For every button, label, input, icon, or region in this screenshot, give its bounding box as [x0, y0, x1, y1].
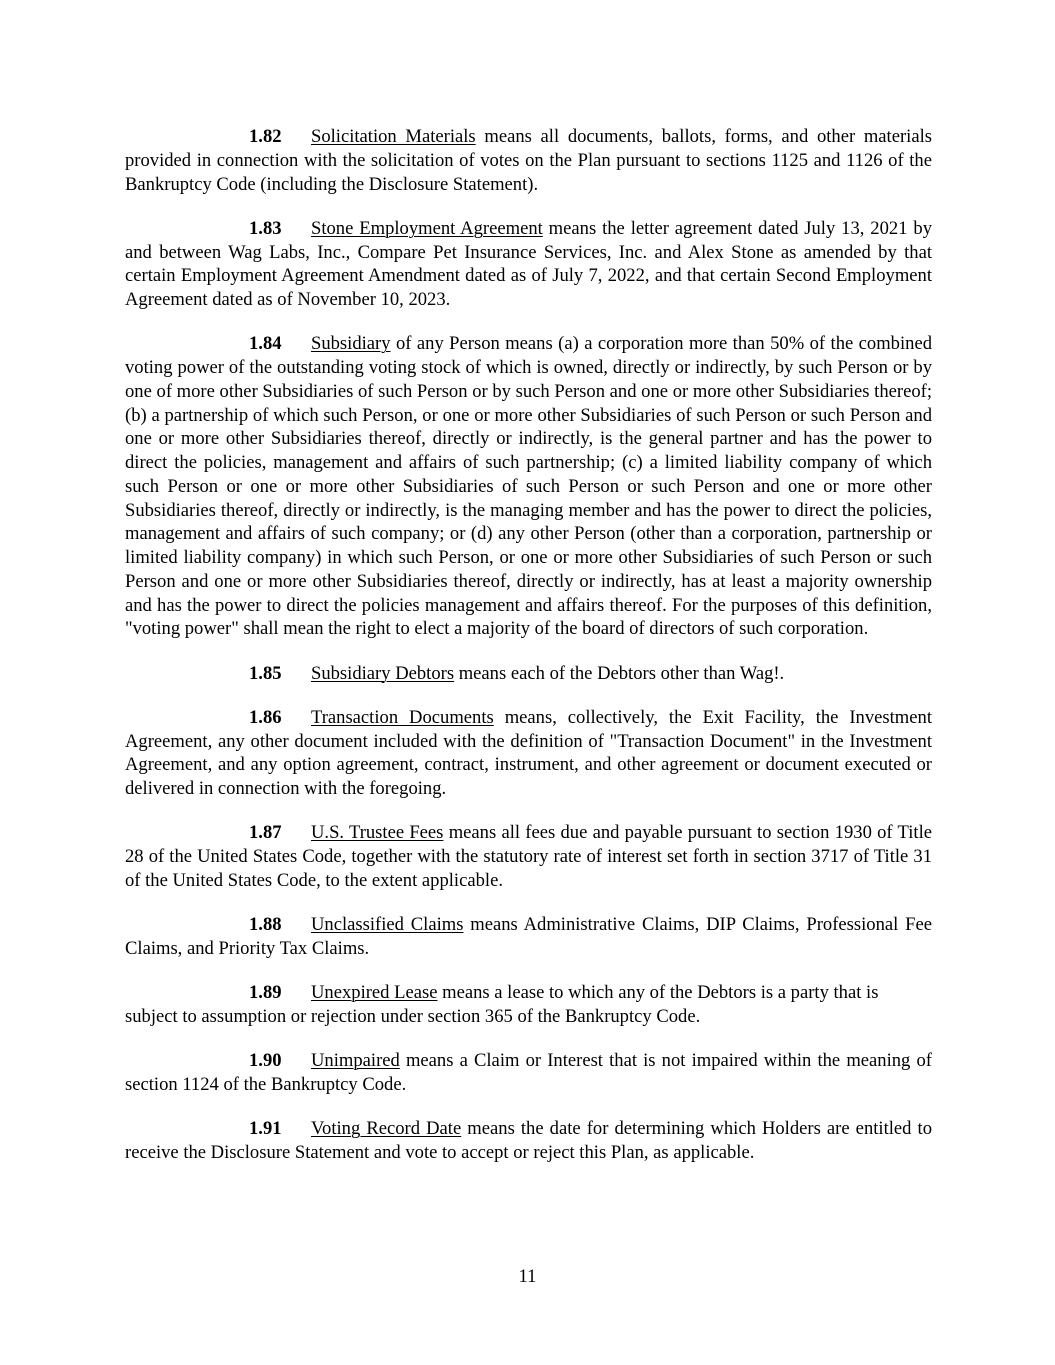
- definition-number: 1.83: [249, 217, 282, 239]
- defined-term: Voting Record Date: [311, 1118, 462, 1139]
- definition-paragraph: [125, 1049, 932, 1097]
- definition-number: 1.84: [249, 333, 282, 355]
- definition-number: 1.86: [249, 706, 282, 728]
- definition-paragraph: [125, 821, 932, 892]
- defined-term: Subsidiary: [311, 333, 391, 355]
- definition-text: means all fees due and payable pursuant to section 1930 of Title 28 of the United States Code, together with the statutory rate of interest set forth in section 3717 of Title 31 of the United States Code, to the extent applicable.: [125, 822, 932, 891]
- definition-number: 1.88: [249, 914, 282, 935]
- definition-text: means Administrative Claims, DIP Claims, Professional Fee Claims, and Priority Tax Claims.: [125, 914, 932, 959]
- definition-paragraph: [125, 913, 932, 961]
- definition-paragraph: [125, 1117, 932, 1165]
- definitions-list: [125, 125, 932, 1185]
- definition-number: 1.90: [249, 1050, 282, 1071]
- definition-paragraph: [125, 332, 932, 641]
- definition-paragraph: [125, 125, 932, 196]
- defined-term: U.S. Trustee Fees: [311, 822, 444, 844]
- definition-text: means the letter agreement dated July 13, 2021 by and between Wag Labs, Inc., Compare Pet Insurance Services, Inc. and Alex Stone as amended by that certain Employment Agreement Amendment dated as of July 7, 2022, and that certain Second Employment Agreement dated as of November 10, 2023.: [125, 217, 932, 310]
- defined-term: Stone Employment Agreement: [311, 217, 543, 239]
- definition-text: means, collectively, the Exit Facility, the Investment Agreement, any other document included with the definition of "Transaction Document" in the Investment Agreement, and any option agreement, contract, instrument, and other agreement or document executed or delivered in connection with the foregoing.: [125, 706, 932, 799]
- definition-paragraph: [125, 217, 932, 312]
- definition-paragraph: [125, 981, 932, 1029]
- definition-text: means a Claim or Interest that is not impaired within the meaning of section 1124 of the Bankruptcy Code.: [125, 1050, 932, 1095]
- definition-text: means the date for determining which Holders are entitled to receive the Disclosure Statement and vote to accept or reject this Plan, as applicable.: [125, 1118, 932, 1163]
- defined-term: Unclassified Claims: [311, 914, 464, 935]
- defined-term: Unexpired Lease: [311, 982, 438, 1003]
- definition-number: 1.91: [249, 1118, 282, 1139]
- definition-text: means all documents, ballots, forms, and other materials provided in connection with the solicitation of votes on the Plan pursuant to sections 1125 and 1126 of the Bankruptcy Code (including the Disclosure Statement).: [125, 126, 932, 195]
- defined-term: Subsidiary Debtors: [311, 662, 455, 684]
- definition-number: 1.89: [249, 982, 282, 1003]
- defined-term: Unimpaired: [311, 1050, 400, 1071]
- page-number: 11: [518, 1266, 537, 1287]
- definition-text: means a lease to which any of the Debtors is a party that is subject to assumption or rejection under section 365 of the Bankruptcy Code.: [125, 982, 879, 1027]
- definition-number: 1.87: [249, 822, 282, 844]
- definition-number: 1.82: [249, 126, 282, 147]
- definition-text: means each of the Debtors other than Wag!.: [454, 662, 785, 684]
- definition-text: of any Person means (a) a corporation more than 50% of the combined voting power of the outstanding voting stock of which is owned, directly or indirectly, by such Person or by one of more other Subsidiaries of such Person or by such Person and one or more other Subsidiaries thereof; (b) a partnership of which such Person, or one or more other Subsidiaries of such Person or such Person and one or more other Subsidiaries thereof, directly or indirectly, is the general partner and has the power to direct the policies, management and affairs of such partnership; (c) a limited liability company of which such Person or one or more other Subsidiaries of such Person or such Person and one or more other Subsidiaries thereof, directly or indirectly, is the managing member and has the power to direct the policies, management and affairs of such company; or (d) any other Person (other than a corporation, partnership or limited liability company) in which such Person, or one or more other Subsidiaries of such Person or such Person and one or more other Subsidiaries thereof, directly or indirectly, has at least a majority ownership and has the power to direct the policies management and affairs thereof. For the purposes of this definition, "voting power" shall mean the right to elect a majority of the board of directors of such corporation.: [125, 333, 932, 640]
- defined-term: Transaction Documents: [311, 706, 494, 728]
- definition-paragraph: [125, 662, 932, 686]
- definition-number: 1.85: [249, 662, 282, 684]
- definition-paragraph: [125, 706, 932, 801]
- defined-term: Solicitation Materials: [311, 126, 476, 147]
